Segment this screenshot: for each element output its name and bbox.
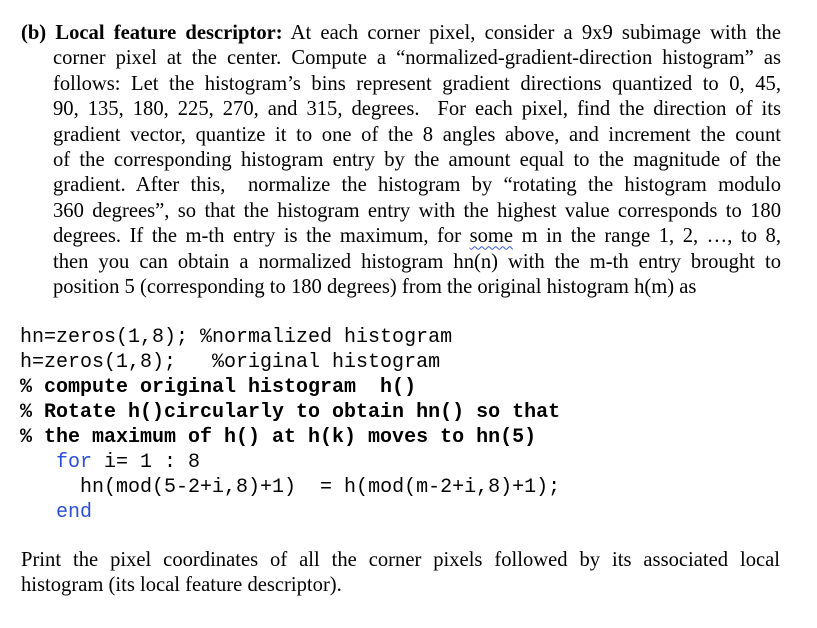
section-b-line-1 xyxy=(21,21,781,46)
section-b-paragraph xyxy=(21,21,781,300)
code-line-7 xyxy=(20,475,560,500)
code-block xyxy=(20,325,560,525)
code-line-8 xyxy=(20,500,560,525)
section-b-line-11: position 5 (corresponding to 180 degrees) from the original histogram h(m) as xyxy=(53,276,697,299)
section-b-line-10: then you can obtain a normalized histogram hn(n) with the m-th entry brought to xyxy=(53,250,781,273)
code-keyword-for: for xyxy=(56,451,93,474)
section-b-line-8: 360 degrees”, so that the histogram entry with the highest value corresponds to 180 xyxy=(53,199,781,222)
section-b-line-4: 90, 135, 180, 225, 270, and 315, degrees. For each pixel, find the direction of its xyxy=(53,98,781,121)
print-line-1: Print the pixel coordinates of all the corner pixels followed by its associated local xyxy=(21,549,780,571)
code-line-7-text: hn(mod(5-2+i,8)+1) = h(mod(m-2+i,8)+1); xyxy=(80,476,561,499)
print-instructions-paragraph xyxy=(21,548,780,599)
section-b-line-6: of the corresponding histogram entry by the amount equal to the magnitude of the xyxy=(53,149,781,172)
code-comment-line-3: % compute original histogram h() xyxy=(20,376,417,399)
code-comment-line-4: % Rotate h()circularly to obtain hn() so that xyxy=(20,401,561,424)
section-b-line-3: follows: Let the histogram’s bins represent gradient directions quantized to 0, 45, xyxy=(53,72,781,95)
code-line-2: h=zeros(1,8); %original histogram xyxy=(20,351,441,374)
section-b-heading: (b) Local feature descriptor: xyxy=(21,22,283,44)
section-b-line-7: gradient. After this, normalize the histogram by “rotating the histogram modulo xyxy=(53,174,781,197)
section-b-line-2: corner pixel at the center. Compute a “normalized-gradient-direction histogram” as xyxy=(53,47,781,70)
print-line-2: histogram (its local feature descriptor). xyxy=(21,574,342,597)
code-line-6-rest: i= 1 : 8 xyxy=(92,451,201,474)
section-b-line-9 xyxy=(21,224,781,249)
code-keyword-end: end xyxy=(56,501,93,524)
section-b-line-9-pre: degrees. If the m-th entry is the maximum, for xyxy=(53,225,470,248)
section-b-line-1-text: At each corner pixel, consider a 9x9 subimage with the xyxy=(282,22,781,44)
spellcheck-underlined-word: some xyxy=(469,225,514,248)
code-line-6 xyxy=(20,450,560,475)
code-comment-line-5: % the maximum of h() at h(k) moves to hn(5) xyxy=(20,426,537,449)
code-line-1: hn=zeros(1,8); %normalized histogram xyxy=(20,326,453,349)
section-b-line-5: gradient vector, quantize it to one of the 8 angles above, and increment the count xyxy=(53,123,781,146)
section-b-line-9-post: m in the range 1, 2, …, to 8, xyxy=(513,225,781,248)
